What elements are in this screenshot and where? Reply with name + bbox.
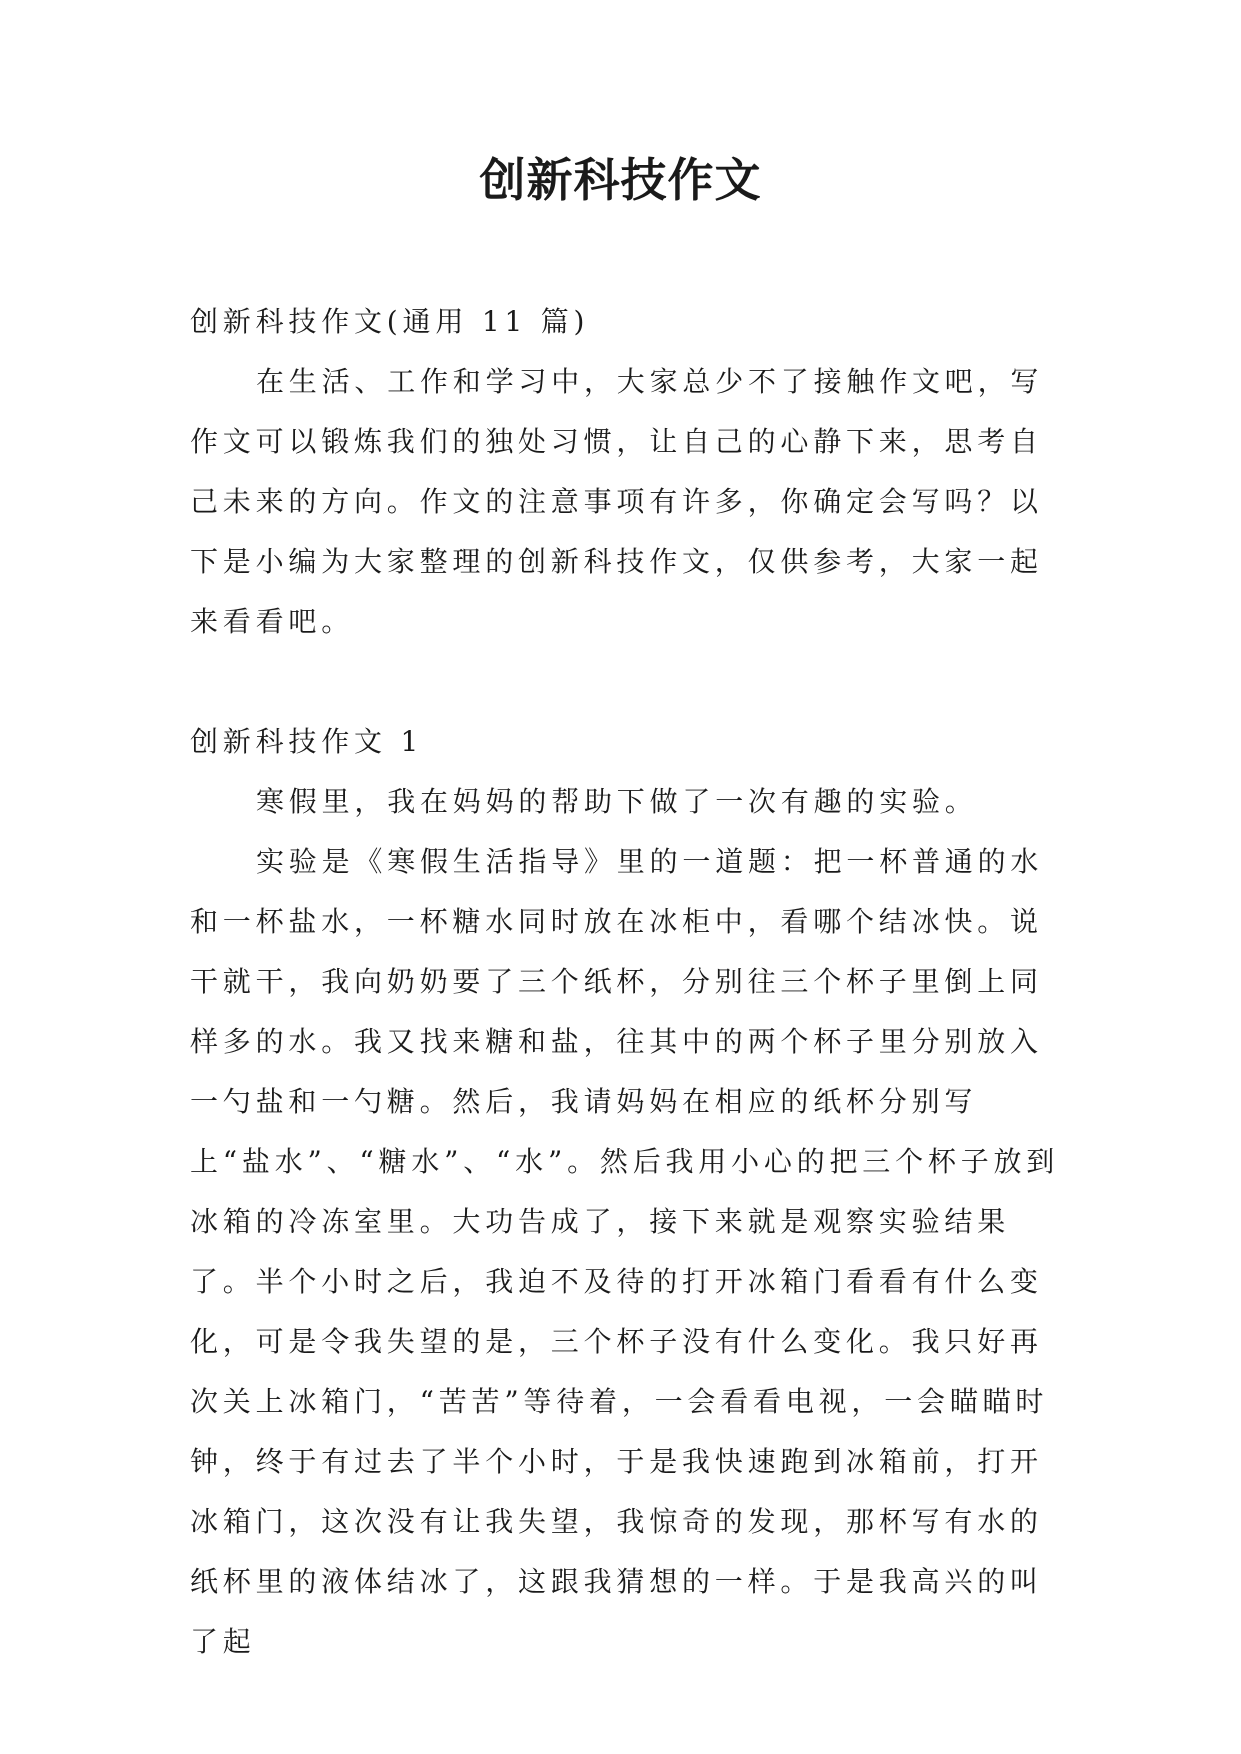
section-heading: 创新科技作文 1 xyxy=(190,725,424,758)
body-paragraph: 寒假里，我在妈妈的帮助下做了一次有趣的实验。 xyxy=(256,785,978,818)
document-body xyxy=(190,292,1060,1672)
body-paragraph: 实验是《寒假生活指导》里的一道题：把一杯普通的水和一杯盐水，一杯糖水同时放在冰柜中，看哪个结冰快。说干就干，我向奶奶要了三个纸杯，分别往三个杯子里倒上同样多的水。我又找来糖和盐，往其中的两个杯子里分别放入一勺盐和一勺糖。然后，我请妈妈在相应的纸杯分别写上“盐水”、“糖水”、“水”。然后我用小心的把三个杯子放到冰箱的冷冻室里。大功告成了，接下来就是观察实验结果了。半个小时之后，我迫不及待的打开冰箱门看看有什么变化，可是令我失望的是，三个杯子没有什么变化。我只好再次关上冰箱门，“苦苦”等待着，一会看看电视，一会瞄瞄时钟，终于有过去了半个小时，于是我快速跑到冰箱前，打开冰箱门，这次没有让我失望，我惊奇的发现，那杯写有水的纸杯里的液体结冰了，这跟我猜想的一样。于是我高兴的叫了起 xyxy=(190,845,1060,1658)
section-spacer xyxy=(190,652,1060,712)
intro-paragraph: 在生活、工作和学习中，大家总少不了接触作文吧，写作文可以锻炼我们的独处习惯，让自己的心静下来，思考自己未来的方向。作文的注意事项有许多，你确定会写吗？以下是小编为大家整理的创新科技作文，仅供参考，大家一起来看看吧。 xyxy=(190,365,1044,638)
document-title: 创新科技作文 xyxy=(479,153,762,207)
document-subtitle: 创新科技作文(通用 11 篇) xyxy=(190,305,590,338)
